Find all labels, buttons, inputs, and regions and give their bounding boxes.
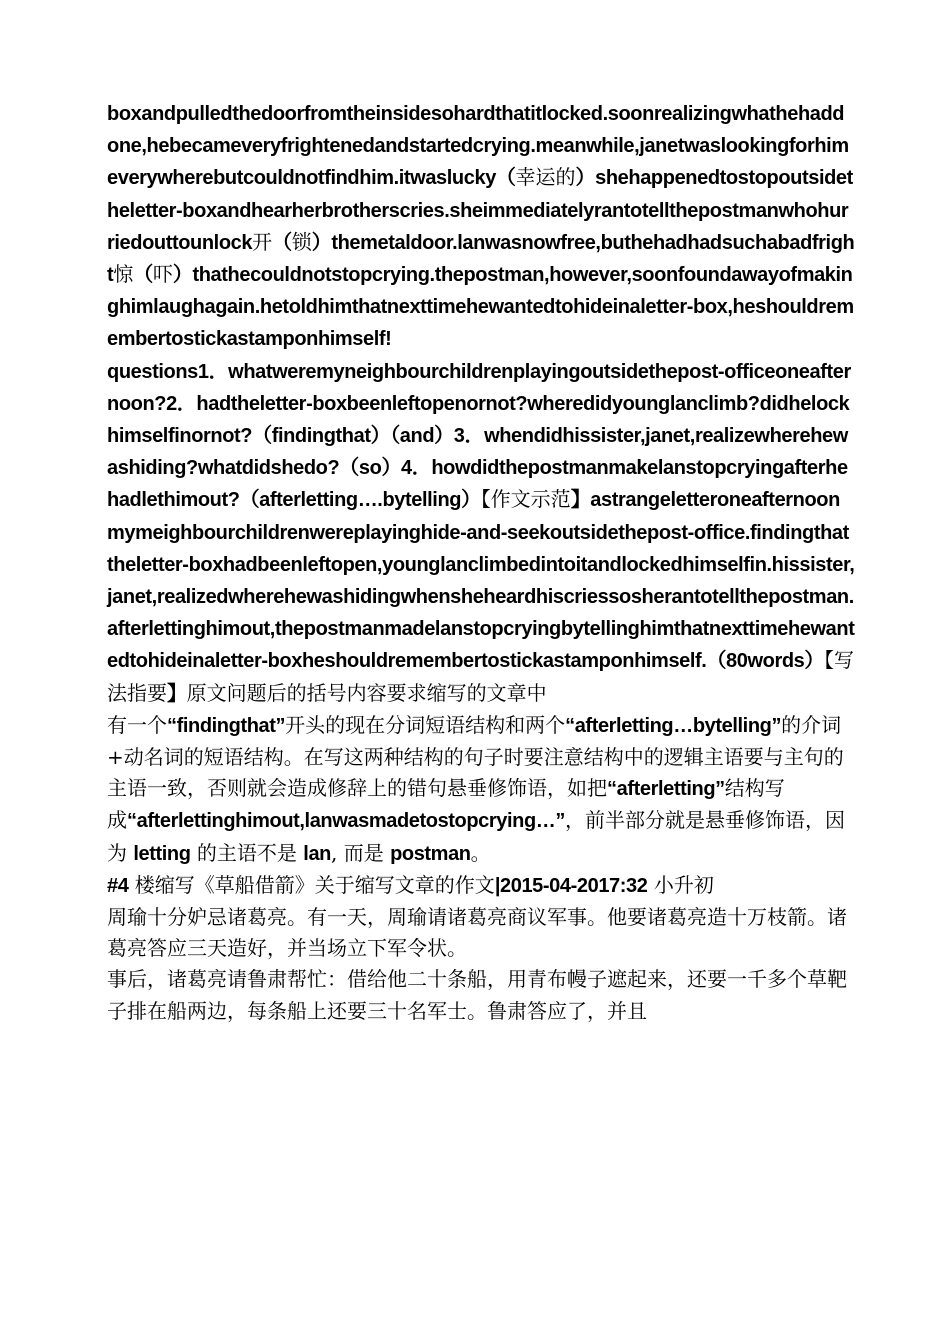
chinese-text-run: 有一个 — [107, 712, 167, 737]
chinese-text-run: 【写法指要 — [107, 648, 854, 705]
latin-text-run: “afterletting” — [607, 778, 725, 801]
chinese-text-run: 楼缩写《草船借箭》关于缩写文章的作文 — [128, 872, 495, 897]
latin-text-run: ）themetaldoor.lanwasnowfree,buthehadhadsuchabadfright — [107, 231, 855, 287]
chinese-text-run: 惊 — [113, 262, 134, 287]
latin-text-run: “afterletting…bytelling” — [565, 714, 782, 737]
chinese-text-run: 开 — [252, 229, 273, 254]
chinese-text-run: 原文问题后的括号内容要求缩写的文章中 — [186, 680, 547, 705]
chinese-text-run: 吓 — [152, 262, 173, 287]
latin-text-run: #4 — [107, 874, 129, 897]
latin-text-run: ）thathecouldnotstopcrying.thepostman,however,soonfoundawayofmakinghimlaughagain.hetoldhimthatnexttimehewantedtohideinaletter-box,heshouldremembertostickastamponhimself! — [107, 264, 854, 351]
latin-text-run: （ — [272, 231, 292, 254]
chinese-text-run: , 而是 — [330, 840, 391, 865]
latin-text-run: “findingthat” — [167, 714, 286, 737]
paragraph — [107, 98, 855, 356]
paragraph — [107, 870, 855, 902]
latin-text-run: “afterlettinghimout,lanwasmadetostopcrying…” — [127, 810, 566, 833]
document-page — [107, 98, 855, 1027]
chinese-text-run: 【作文示范 — [480, 487, 571, 512]
chinese-text-run: 小升初 — [647, 872, 714, 897]
chinese-text-run: 开头的现在分词短语结构和两个 — [285, 712, 566, 737]
paragraph — [107, 710, 855, 806]
chinese-text-run: 幸运的 — [515, 165, 576, 190]
latin-text-run: （ — [133, 264, 153, 287]
latin-text-run: questions1．whatweremyneighbourchildrenplayingoutsidethepost-officeoneafternoon?2．hadtheletter-boxbeenleftopenornot?wheredidyounglanclimb?didhelockhimselfinornot?（findingthat）（and）3．whendidhissister,janet,realizewherehewashiding?whatdidshedo?（so）4．howdidthepostmanmakelanstopcryingafterhehadlethimout?（afterletting….bytelling） — [107, 360, 851, 512]
latin-text-run: postman — [390, 842, 471, 865]
latin-text-run: 】 — [167, 682, 187, 705]
paragraph — [107, 356, 855, 710]
chinese-text-run: 。 — [470, 840, 491, 865]
chinese-text-run: 成 — [107, 808, 127, 833]
latin-text-run: letting — [133, 842, 191, 865]
paragraph — [107, 805, 855, 869]
chinese-text-run: 的主语不是 — [190, 840, 304, 865]
chinese-text-run: ，前半部分就是悬垂修饰语，因为 — [107, 808, 846, 865]
chinese-text-run: 事后，诸葛亮请鲁肃帮忙：借给他二十条船，用青布幔子遮起来，还要一千多个草靶子排在船两边，每条船上还要三十名军士。鲁肃答应了，并且 — [107, 967, 847, 1023]
latin-text-run: 】astrangeletteroneafternoonmymeighbourchildrenwereplayinghide-and-seekoutsidethepost-office.findingthattheletter-boxhadbeenleftopen,younglanclimbedintoitandlockedhimselfin.hissister,janet,realizedwherehewashidingwhensheheardhiscriessosherantotellthepostman.afterlettinghimout,thepostmanmadelanstopcryingbytellinghimthatnexttimehewantedtohideinaletter-boxheshouldremembertostickastamponhimself.（80words） — [107, 489, 855, 673]
latin-text-run: boxandpulledthedoorfromtheinsidesohardthatitlocked.soonrealizingwhathehaddone,hebecameveryfrightenedandstartedcrying.meanwhile,janetwaslookingforhimeverywherebutcouldnotfindhim.itwaslucky（ — [107, 103, 849, 190]
chinese-text-run: 结构写 — [724, 776, 785, 801]
paragraph — [107, 964, 855, 1026]
latin-text-run: ）shehappenedtostopoutsidetheletter-boxandhearherbrotherscries.sheimmediatelyrantotellthepostmanwhohurriedouttounlock — [107, 167, 853, 254]
latin-text-run: lan — [303, 842, 331, 865]
latin-text-run: |2015-04-2017:32 — [494, 874, 648, 897]
paragraph — [107, 902, 855, 964]
chinese-text-run: 的介词+动名词的短语结构。在写这两种结构的句子时要注意结构中的逻辑主语要与主句的主语一致，否则就会造成修辞上的错句悬垂修饰语，如把 — [107, 712, 844, 801]
chinese-text-run: 锁 — [291, 229, 312, 254]
chinese-text-run: 周瑜十分妒忌诸葛亮。有一天，周瑜请诸葛亮商议军事。他要诸葛亮造十万枝箭。诸葛亮答应三天造好，并当场立下军令状。 — [107, 905, 847, 961]
